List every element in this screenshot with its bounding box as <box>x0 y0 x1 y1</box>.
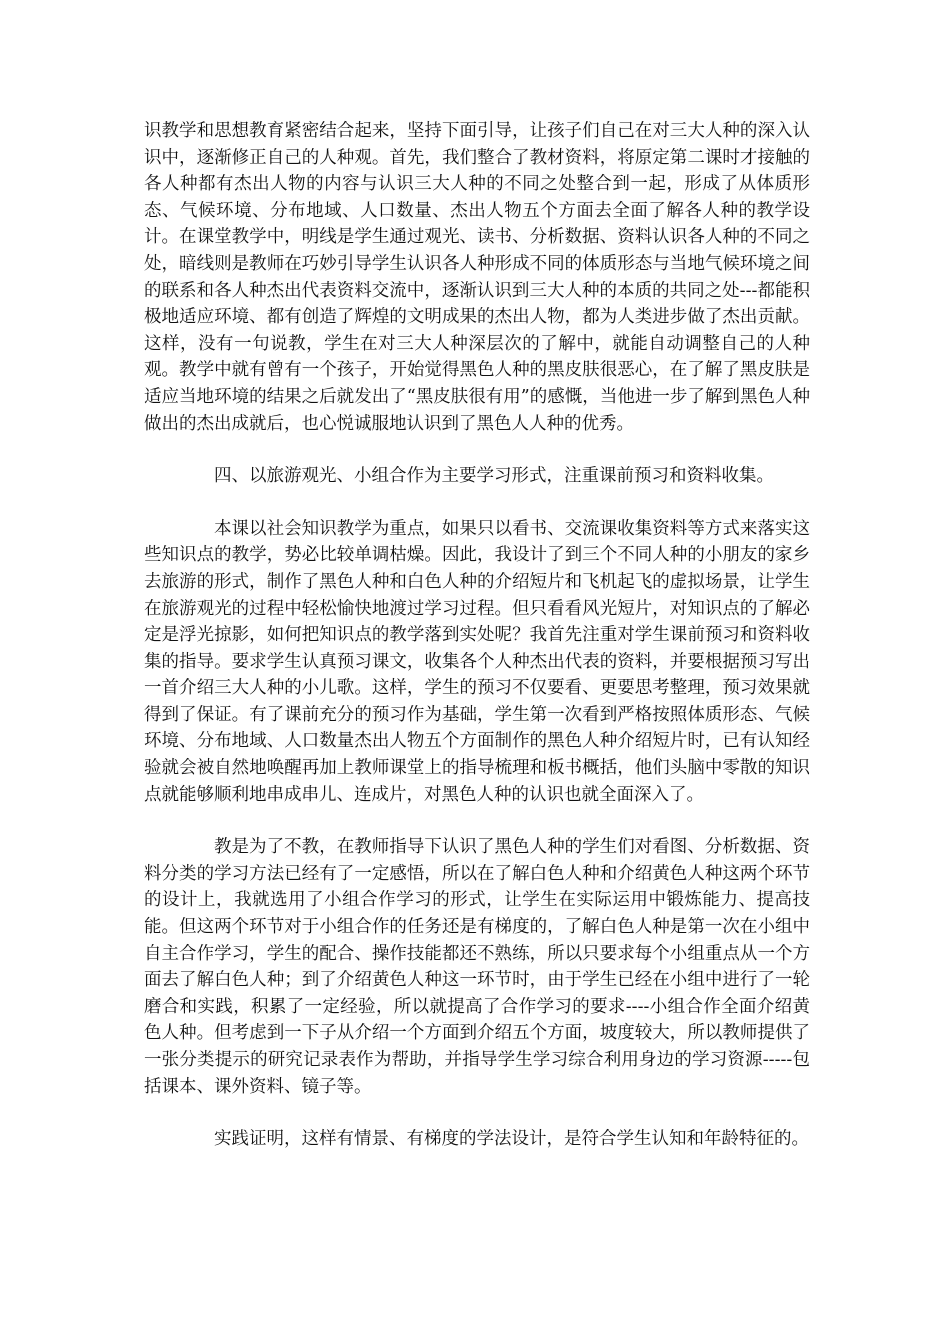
paragraph-conclusion: 实践证明，这样有情景、有梯度的学法设计，是符合学生认知和年龄特征的。 <box>214 1129 809 1150</box>
section-heading-four: 四、以旅游观光、小组合作为主要学习形式，注重课前预习和资料收集。 <box>214 466 774 487</box>
document-page <box>144 118 810 1153</box>
paragraph-race-teaching-continuation: 识教学和思想教育紧密结合起来，坚持下面引导，让孩子们自己在对三大人种的深入认识中，逐渐修正自己的人种观。首先，我们整合了教材资料，将原定第二课时才接触的各人种都有杰出人物的内容与认识三大人种的不同之处整合到一起，形成了从体质形态、气候环境、分布地域、人口数量、杰出人物五个方面去全面了解各人种的教学设计。在课堂教学中，明线是学生通过观光、读书、分析数据、资料认识各人种的不同之处，暗线则是教师在巧妙引导学生认识各人种形成不同的体质形态与当地气候环境之间的联系和各人种杰出代表资料交流中，逐渐认识到三大人种的本质的共同之处---都能积极地适应环境、都有创造了辉煌的文明成果的杰出人物，都为人类进步做了杰出贡献。这样，没有一句说教，学生在对三大人种深层次的了解中，就能自动调整自己的人种观。教学中就有曾有一个孩子，开始觉得黑色人种的黑皮肤很恶心，在了解了黑皮肤是适应当地环境的结果之后就发出了“黑皮肤很有用”的感慨，当他进一步了解到黑色人种做出的杰出成就后，也心悦诚服地认识到了黑色人人种的优秀。 <box>144 121 810 434</box>
paragraph-tour-and-preview: 本课以社会知识教学为重点，如果只以看书、交流课收集资料等方式来落实这些知识点的教学，势必比较单调枯燥。因此，我设计了到三个不同人种的小朋友的家乡去旅游的形式，制作了黑色人种和白色人种的介绍短片和飞机起飞的虚拟场景，让学生在旅游观光的过程中轻松愉快地渡过学习过程。但只看看风光短片，对知识点的了解必定是浮光掠影，如何把知识点的教学落到实处呢？我首先注重对学生课前预习和资料收集的指导。要求学生认真预习课文，收集各个人种杰出代表的资料，并要根据预习写出一首介绍三大人种的小儿歌。这样，学生的预习不仅要看、更要思考整理，预习效果就得到了保证。有了课前充分的预习作为基础，学生第一次看到严格按照体质形态、气候环境、分布地域、人口数量杰出人物五个方面制作的黑色人种介绍短片时，已有认知经验就会被自然地唤醒再加上教师课堂上的指导梳理和板书概括，他们头脑中零散的知识点就能够顺利地串成串儿、连成片，对黑色人种的认识也就全面深入了。 <box>144 518 810 805</box>
paragraph-group-cooperation: 教是为了不教，在教师指导下认识了黑色人种的学生们对看图、分析数据、资料分类的学习方法已经有了一定感悟，所以在了解白色人种和介绍黄色人种这两个环节的设计上，我就选用了小组合作学习的形式，让学生在实际运用中锻炼能力、提高技能。但这两个环节对于小组合作的任务还是有梯度的，了解白色人种是第一次在小组中自主合作学习，学生的配合、操作技能都还不熟练，所以只要求每个小组重点从一个方面去了解白色人种；到了介绍黄色人种这一环节时，由于学生已经在小组中进行了一轮磨合和实践，积累了一定经验，所以就提高了合作学习的要求----小组合作全面介绍黄色人种。但考虑到一下子从介绍一个方面到介绍五个方面，坡度较大，所以教师提供了一张分类提示的研究记录表作为帮助，并指导学生学习综合利用身边的学习资源-----包括课本、课外资料、镜子等。 <box>144 837 810 1097</box>
